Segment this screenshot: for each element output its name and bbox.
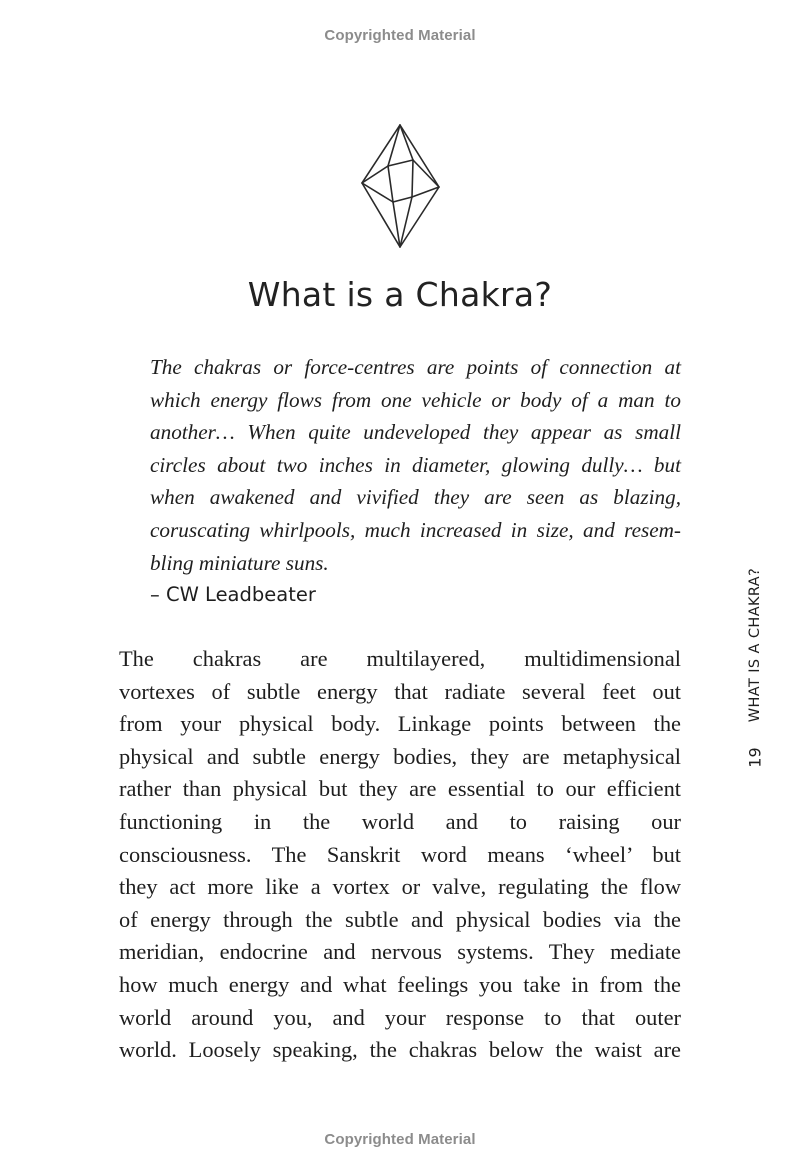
epigraph-line: The chakras or force-centres are points of connection at: [150, 355, 681, 379]
body-line: vortexes of subtle energy that radiate several feet out: [119, 678, 681, 704]
page-number-text: 19: [745, 747, 765, 768]
body-line: they act more like a vortex or valve, regulating the flow: [119, 874, 681, 900]
copyright-watermark-bottom: Copyrighted Material: [324, 1131, 476, 1148]
body-line: how much energy and what feelings you take in from the: [119, 971, 681, 997]
chapter-title: What is a Chakra?: [247, 275, 553, 314]
epigraph-line: circles about two inches in diameter, glowing dully… but: [150, 452, 681, 477]
body-line: functioning in the world and to raising our: [119, 808, 681, 834]
body-line: rather than physical but they are essential to our efficient: [119, 776, 681, 802]
body-paragraph: [119, 643, 681, 1067]
epigraph-line: which energy flows from one vehicle or body of a man to: [150, 387, 681, 412]
epigraph-line: another… When quite undeveloped they appear as small: [150, 420, 681, 445]
page-number: [733, 748, 777, 770]
copyright-watermark-top: Copyrighted Material: [324, 27, 476, 44]
body-line: meridian, endocrine and nervous systems. They mediate: [119, 939, 681, 965]
body-line: world around you, and your response to that outer: [119, 1004, 681, 1030]
body-line: physical and subtle energy bodies, they are metaphysical: [119, 743, 681, 769]
epigraph: [150, 351, 681, 612]
epigraph-line: bling miniature suns.: [150, 550, 329, 575]
body-line: of energy through the subtle and physical bodies via the: [119, 906, 681, 932]
body-line: from your physical body. Linkage points between the: [119, 711, 681, 737]
running-head-text: WHAT IS A CHAKRA?: [747, 567, 763, 723]
body-line: consciousness. The Sanskrit word means ‘wheel’ but: [119, 841, 681, 867]
epigraph-attribution: – CW Leadbeater: [150, 583, 316, 607]
crystal-gem-icon: [355, 122, 445, 250]
epigraph-line: when awakened and vivified they are seen as blazing,: [150, 485, 681, 510]
epigraph-line: coruscating whirlpools, much increased in size, and resem-: [150, 517, 681, 542]
body-line: The chakras are multilayered, multidimensional: [119, 646, 681, 671]
body-line: world. Loosely speaking, the chakras below the waist are: [119, 1037, 681, 1063]
